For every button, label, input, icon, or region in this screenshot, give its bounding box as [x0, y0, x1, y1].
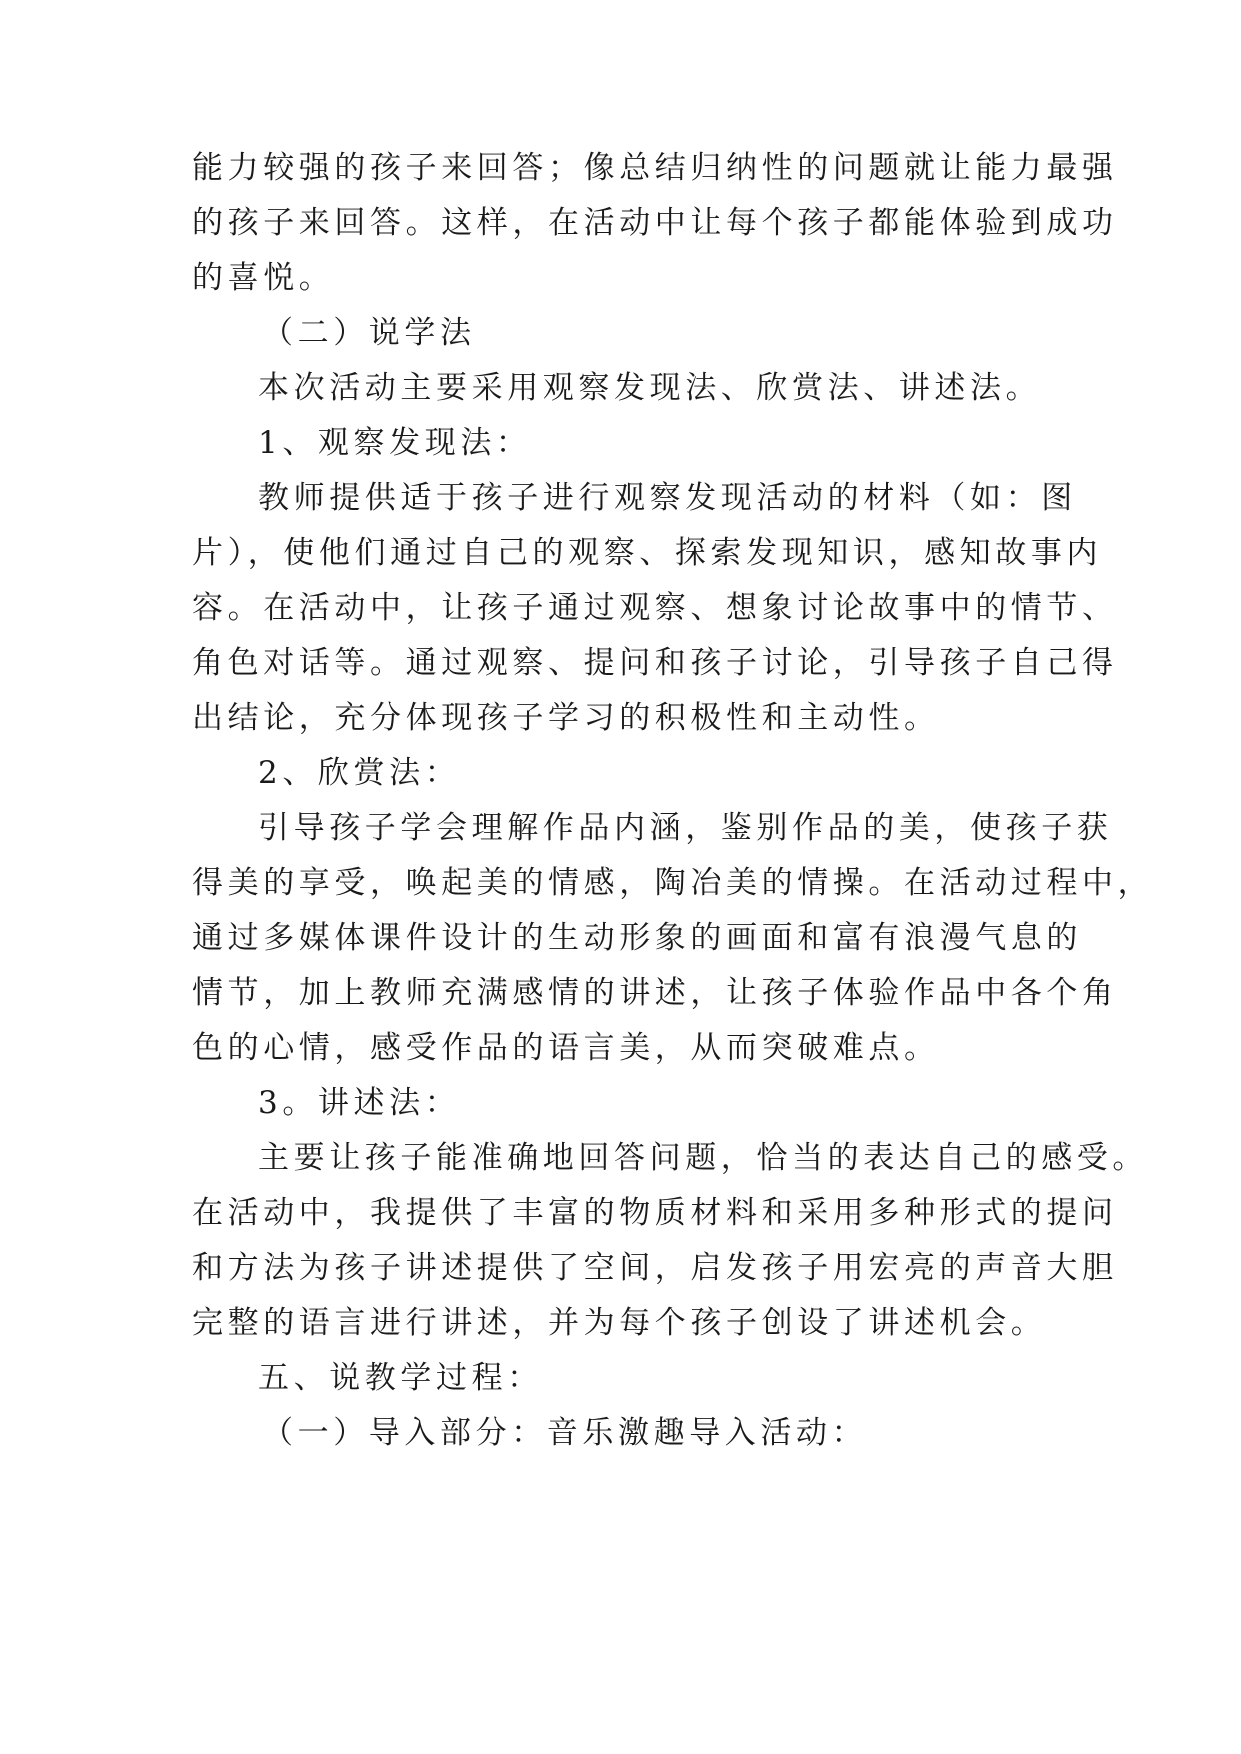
- subsection-heading: 3。讲述法：: [258, 1085, 461, 1121]
- body-text-line: 片），使他们通过自己的观察、探索发现知识，感知故事内: [192, 535, 1103, 571]
- subsection-heading: （一）导入部分：音乐激趣导入活动：: [262, 1415, 868, 1451]
- body-text-line: 角色对话等。通过观察、提问和孩子讨论，引导孩子自己得: [192, 645, 1118, 681]
- body-text-line: 容。在活动中，让孩子通过观察、想象讨论故事中的情节、: [192, 590, 1118, 626]
- body-text-line: 的孩子来回答。这样，在活动中让每个孩子都能体验到成功: [192, 205, 1118, 241]
- body-text-line: 本次活动主要采用观察发现法、欣赏法、讲述法。: [258, 370, 1042, 406]
- body-text-line: 教师提供适于孩子进行观察发现活动的材料（如：图: [258, 480, 1077, 516]
- body-text-line: 的喜悦。: [192, 260, 335, 296]
- section-heading: 五、说教学过程：: [258, 1360, 543, 1396]
- body-text-line: 在活动中，我提供了丰富的物质材料和采用多种形式的提问: [192, 1195, 1118, 1231]
- body-text-line: 引导孩子学会理解作品内涵，鉴别作品的美，使孩子获: [258, 810, 1113, 846]
- subsection-heading: 2、欣赏法：: [258, 755, 461, 791]
- body-text-line: 完整的语言进行讲述，并为每个孩子创设了讲述机会。: [192, 1305, 1047, 1341]
- body-text-line: 得美的享受，唤起美的情感，陶冶美的情操。在活动过程中，: [192, 865, 1154, 901]
- body-text-line: 主要让孩子能准确地回答问题，恰当的表达自己的感受。: [258, 1140, 1148, 1176]
- body-text-line: 出结论，充分体现孩子学习的积极性和主动性。: [192, 700, 940, 736]
- body-text-line: 色的心情，感受作品的语言美，从而突破难点。: [192, 1030, 940, 1066]
- body-text-line: 情节，加上教师充满感情的讲述，让孩子体验作品中各个角: [192, 975, 1118, 1011]
- section-heading: （二）说学法: [262, 315, 476, 351]
- body-text-line: 能力较强的孩子来回答；像总结归纳性的问题就让能力最强: [192, 150, 1118, 186]
- body-text-line: 通过多媒体课件设计的生动形象的画面和富有浪漫气息的: [192, 920, 1082, 956]
- body-text-line: 和方法为孩子讲述提供了空间，启发孩子用宏亮的声音大胆: [192, 1250, 1118, 1286]
- subsection-heading: 1、观察发现法：: [258, 425, 532, 461]
